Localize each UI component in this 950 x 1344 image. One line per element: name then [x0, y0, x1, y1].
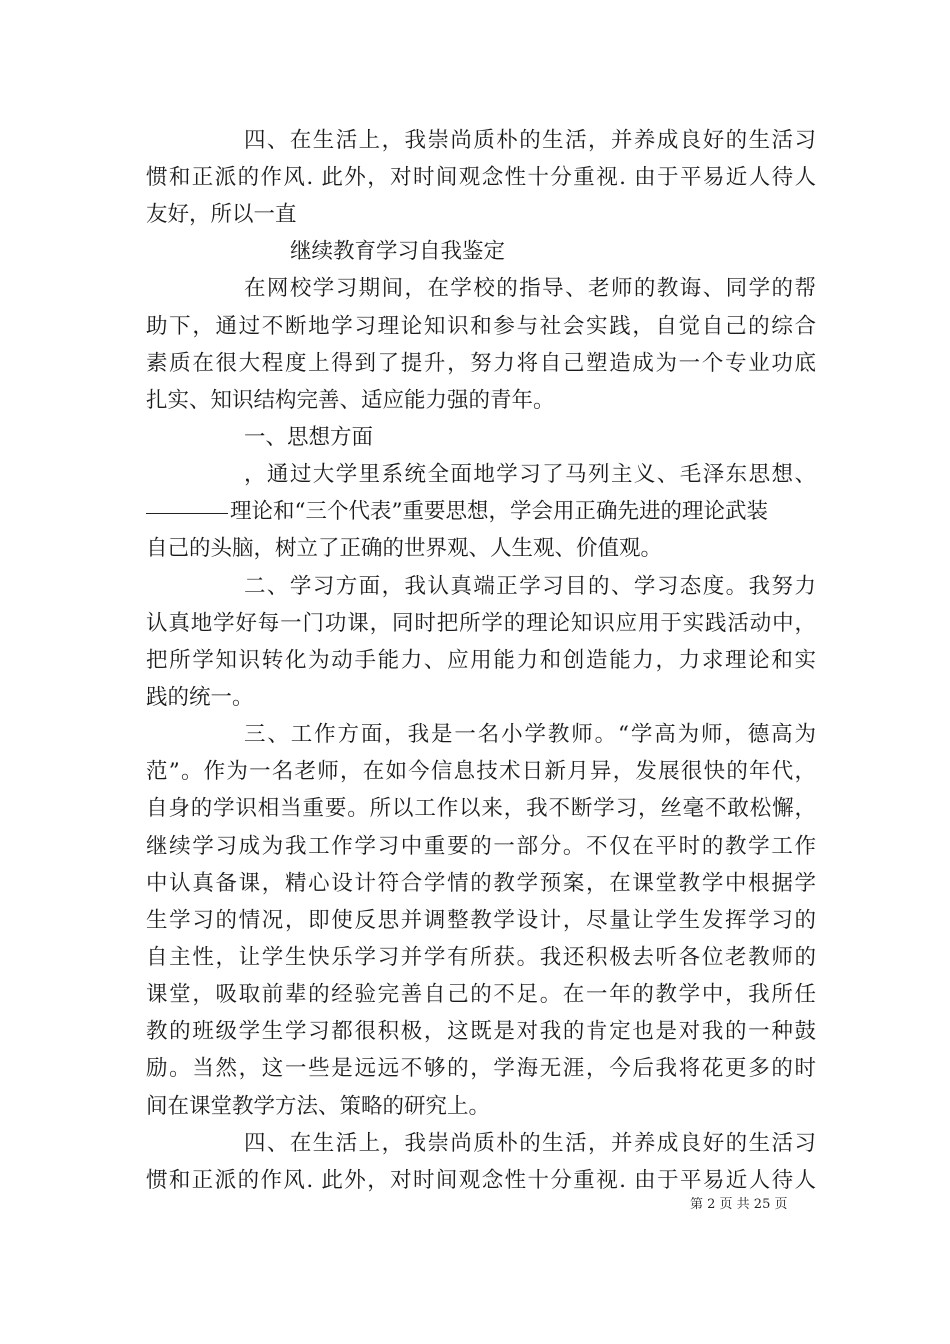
paragraph-line: 践的统一。 — [146, 685, 254, 710]
paragraph-line: 自身的学识相当重要。所以工作以来，我不断学习，丝毫不敢松懈， — [146, 796, 816, 821]
paragraph-line: 助下，通过不断地学习理论知识和参与社会实践，自觉自己的综合 — [146, 314, 816, 339]
fill-in-blank — [146, 512, 228, 514]
paragraph-line: 认真地学好每一门功课，同时把所学的理论知识应用于实践活动中， — [146, 611, 816, 636]
paragraph-line: 四、在生活上，我崇尚质朴的生活，并养成良好的生活习 — [244, 1131, 816, 1156]
paragraph-line: 继续学习成为我工作学习中重要的一部分。不仅在平时的教学工作 — [146, 834, 816, 859]
paragraph-line: 自己的头脑，树立了正确的世界观、人生观、价值观。 — [146, 536, 663, 561]
paragraph-line: 惯和正派的作风. 此外，对时间观念性十分重视. 由于平易近人待人 — [146, 1168, 816, 1193]
section-heading: 一、思想方面 — [244, 425, 374, 450]
paragraph-line: 励。当然，这一些是远远不够的，学海无涯，今后我将花更多的时 — [146, 1056, 816, 1081]
paragraph-line: 范”。作为一名老师，在如今信息技术日新月异，发展很快的年代， — [146, 759, 816, 784]
document-title: 继续教育学习自我鉴定 — [290, 239, 506, 264]
paragraph-line: 四、在生活上，我崇尚质朴的生活，并养成良好的生活习 — [244, 128, 816, 153]
paragraph-line-with-blank — [146, 493, 816, 531]
paragraph-line: 扎实、知识结构完善、适应能力强的青年。 — [146, 388, 555, 413]
paragraph-line: 友好，所以一直 — [146, 202, 297, 227]
paragraph-line: 中认真备课，精心设计符合学情的教学预案，在课堂教学中根据学 — [146, 871, 816, 896]
paragraph-line: 课堂，吸取前辈的经验完善自己的不足。在一年的教学中，我所任 — [146, 982, 816, 1007]
paragraph-line: 自主性，让学生快乐学习并学有所获。我还积极去听各位老教师的 — [146, 945, 816, 970]
paragraph-line: 惯和正派的作风. 此外，对时间观念性十分重视. 由于平易近人待人 — [146, 165, 816, 190]
paragraph-line-text: 理论和“三个代表”重要思想，学会用正确先进的理论武装 — [230, 499, 768, 524]
paragraph-line: 三、工作方面，我是一名小学教师。“学高为师，德高为 — [244, 722, 816, 747]
paragraph-line: 教的班级学生学习都很积极，这既是对我的肯定也是对我的一种鼓 — [146, 1019, 816, 1044]
paragraph-line: 二、学习方面，我认真端正学习目的、学习态度。我努力 — [244, 574, 816, 599]
page-number-footer: 第 2 页 共 25 页 — [690, 1197, 788, 1212]
paragraph-line: 把所学知识转化为动手能力、应用能力和创造能力，力求理论和实 — [146, 648, 816, 673]
paragraph-line: 素质在很大程度上得到了提升，努力将自己塑造成为一个专业功底 — [146, 351, 816, 376]
paragraph-line: 生学习的情况，即使反思并调整教学设计，尽量让学生发挥学习的 — [146, 908, 816, 933]
paragraph-line: 在网校学习期间，在学校的指导、老师的教诲、同学的帮 — [244, 276, 816, 301]
paragraph-line: ，通过大学里系统全面地学习了马列主义、毛泽东思想、 — [244, 462, 816, 487]
paragraph-line: 间在课堂教学方法、策略的研究上。 — [146, 1094, 491, 1119]
